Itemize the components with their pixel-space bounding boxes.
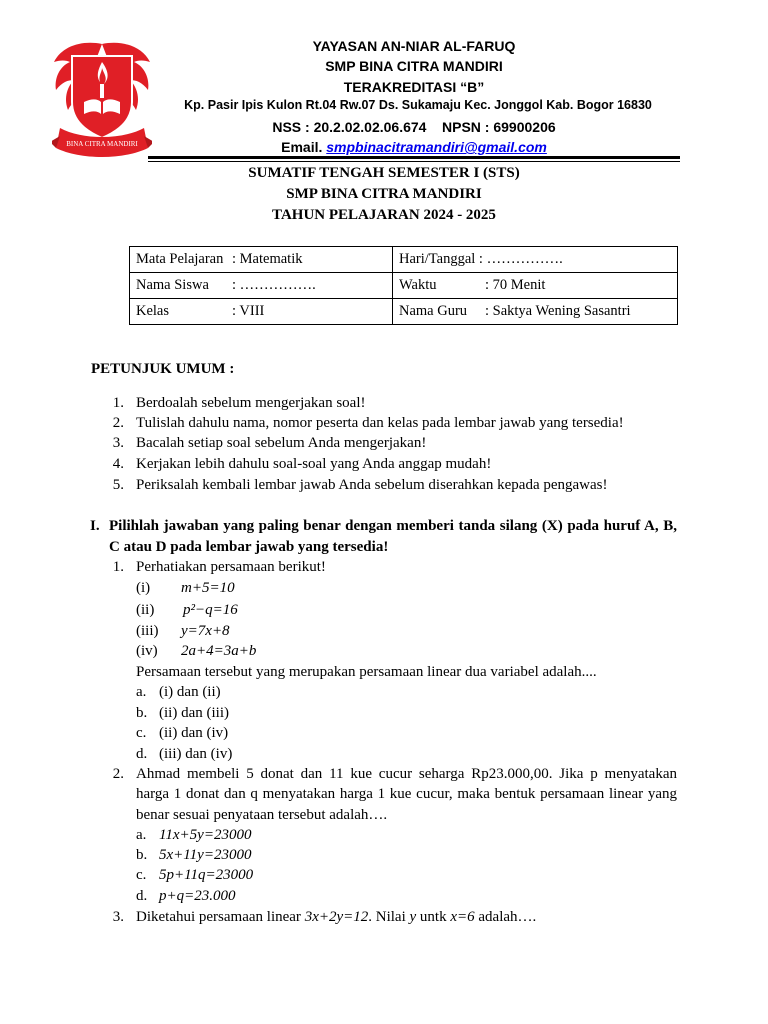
question-3-part-c: untk [419, 909, 447, 925]
question-3-part-b: . Nilai [368, 909, 406, 925]
foundation-name: YAYASAN AN-NIAR AL-FARUQ [312, 38, 516, 54]
question-2-line3: benar sesuai penyataan tersebut adalah…. [136, 807, 388, 823]
teacher-cell [393, 299, 678, 325]
question-3-part-a: Diketahui persamaan linear [136, 909, 301, 925]
teacher-label: Nama Guru [399, 303, 468, 319]
instruction-number: 4. [112, 456, 124, 472]
date-cell [393, 247, 678, 273]
time-label: Waktu [399, 277, 437, 293]
question-3-equation: 3x+2y=12 [304, 909, 369, 925]
option-letter: c. [136, 867, 147, 883]
name-label: Nama Siswa [136, 277, 209, 293]
email-line [148, 139, 680, 155]
instruction-item: Tulislah dahulu nama, nomor peserta dan kelas pada lembar jawab yang tersedia! [136, 415, 624, 431]
npsn: NPSN : 69900206 [442, 119, 556, 135]
exam-school: SMP BINA CITRA MANDIRI [286, 186, 482, 202]
option-letter: d. [136, 746, 148, 762]
exam-info-table [129, 246, 678, 325]
school-logo [52, 36, 152, 160]
question-number: 3. [112, 909, 124, 925]
equation-label: (i) [136, 580, 151, 596]
subject-value: : Matematik [232, 251, 303, 267]
equation-label: (iv) [136, 643, 158, 659]
nss-npsn-line [148, 119, 680, 135]
section-instruction-line2: C atau D pada lembar jawab yang tersedia! [109, 539, 389, 555]
instruction-number: 2. [112, 415, 124, 431]
exam-year: TAHUN PELAJARAN 2024 - 2025 [272, 207, 496, 223]
option-letter: c. [136, 725, 147, 741]
name-value: : ……………. [232, 277, 316, 293]
equation-label: (iii) [136, 623, 159, 639]
option-text: (iii) dan (iv) [159, 746, 233, 762]
section-numeral: I. [90, 518, 100, 534]
option-letter: b. [136, 847, 148, 863]
instruction-number: 3. [112, 435, 124, 451]
option-text: p+q=23.000 [159, 888, 236, 904]
header-rule-thin [148, 161, 680, 162]
school-address: Kp. Pasir Ipis Kulon Rt.04 Rw.07 Ds. Sukamaju Kec. Jonggol Kab. Bogor 16830 [184, 98, 652, 112]
option-text: (ii) dan (iii) [159, 705, 229, 721]
nss: NSS : 20.2.02.02.06.674 [272, 119, 427, 135]
option-text: 5x+11y=23000 [159, 847, 252, 863]
email-link[interactable]: smpbinacitramandiri@gmail.com [326, 139, 547, 155]
question-number: 1. [112, 559, 124, 575]
class-value: : VIII [232, 303, 265, 319]
question-number: 2. [112, 766, 124, 782]
time-cell [393, 273, 678, 299]
instruction-item: Kerjakan lebih dahulu soal-soal yang Anda anggap mudah! [136, 456, 492, 472]
instruction-number: 5. [112, 477, 124, 493]
question-2-line1: Ahmad membeli 5 donat dan 11 kue cucur seharga Rp23.000,00. Jika p menyatakan [136, 766, 677, 782]
option-letter: d. [136, 888, 148, 904]
instruction-number: 1. [112, 395, 124, 411]
school-name: SMP BINA CITRA MANDIRI [325, 58, 503, 74]
option-letter: b. [136, 705, 148, 721]
instruction-item: Berdoalah sebelum mengerjakan soal! [136, 395, 366, 411]
accreditation: TERAKREDITASI “B” [343, 79, 485, 95]
date-value: : ……………. [478, 251, 563, 267]
option-letter: a. [136, 684, 147, 700]
header-rule-thick [148, 156, 680, 159]
instruction-item: Periksalah kembali lembar jawab Anda sebelum diserahkan kepada pengawas! [136, 477, 608, 493]
question-3-condition: x=6 [450, 909, 475, 925]
equation-label: (ii) [136, 602, 155, 618]
question-3-text [136, 909, 536, 926]
option-letter: a. [136, 827, 147, 843]
equation-1: m+5=10 [181, 580, 235, 596]
question-3-var: y [409, 909, 417, 925]
equation-4: 2a+4=3a+b [181, 643, 257, 659]
question-1-prompt: Persamaan tersebut yang merupakan persamaan linear dua variabel adalah.... [136, 664, 597, 680]
instructions-heading: PETUNJUK UMUM : [91, 361, 235, 377]
option-text: (i) dan (ii) [159, 684, 221, 700]
question-3-part-d: adalah…. [478, 909, 537, 925]
logo-ribbon-text: BINA CITRA MANDIRI [66, 140, 138, 148]
question-2-line2: harga 1 donat dan q menyatakan harga 1 kue cucur, maka bentuk persamaan linear yang [136, 786, 677, 802]
equation-2: p²−q=16 [183, 602, 238, 618]
teacher-value: : Saktya Wening Sasantri [485, 303, 631, 319]
question-1-text: Perhatiakan persamaan berikut! [136, 559, 326, 575]
time-value: : 70 Menit [485, 277, 546, 293]
exam-title: SUMATIF TENGAH SEMESTER I (STS) [248, 165, 520, 181]
option-text: 11x+5y=23000 [159, 827, 252, 843]
option-text: (ii) dan (iv) [159, 725, 229, 741]
date-label: Hari/Tanggal [399, 251, 476, 267]
equation-3: y=7x+8 [181, 623, 230, 639]
subject-cell [130, 247, 393, 273]
section-instruction-line1: Pilihlah jawaban yang paling benar dengan memberi tanda silang (X) pada huruf A, B, [109, 518, 677, 534]
class-label: Kelas [136, 303, 170, 319]
email-label: Email. [281, 139, 323, 155]
subject-label: Mata Pelajaran [136, 251, 224, 267]
class-cell [130, 299, 393, 325]
name-cell [130, 273, 393, 299]
option-text: 5p+11q=23000 [159, 867, 254, 883]
instruction-item: Bacalah setiap soal sebelum Anda mengerjakan! [136, 435, 427, 451]
